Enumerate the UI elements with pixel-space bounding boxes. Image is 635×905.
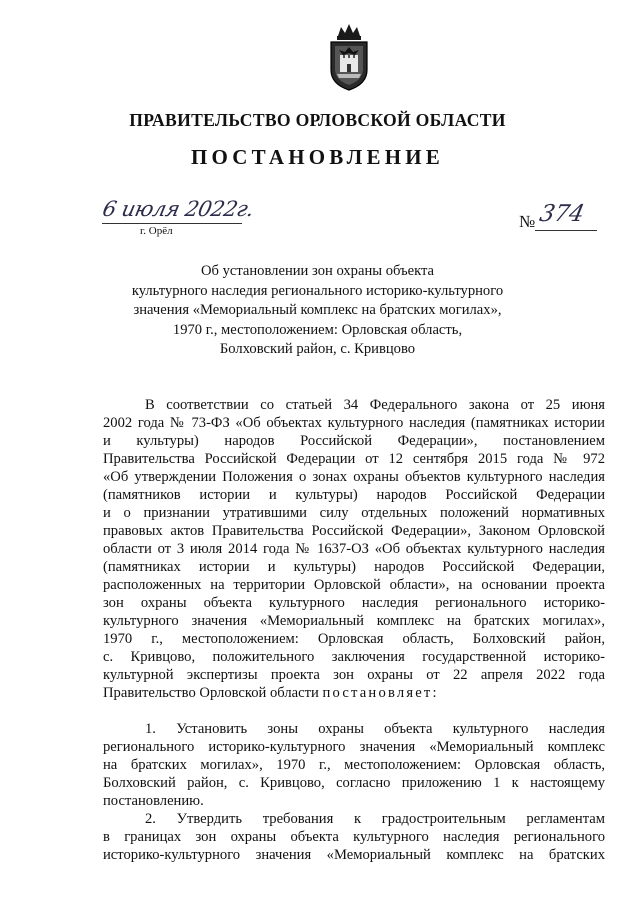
subject-line: Болховский район, с. Кривцово xyxy=(219,341,416,358)
handwritten-number: 374 xyxy=(537,201,587,227)
preamble-line: «Об утверждении Положения о зонах охраны объектов культурного наследия xyxy=(103,469,605,485)
subject-line: культурного наследия регионального историко-культурного xyxy=(131,282,504,299)
city-label: г. Орёл xyxy=(140,225,173,237)
preamble-line: и культуры) народов Российской Федерации», постановлением xyxy=(103,433,605,449)
preamble-line: с. Кривцово, положительного заключения государственной историко- xyxy=(103,649,605,665)
coat-of-arms-emblem xyxy=(326,22,372,92)
document-subject xyxy=(0,262,635,360)
preamble-final-line xyxy=(103,684,605,702)
subject-line: 1970 г., местоположением: Орловская область, xyxy=(172,321,463,338)
preamble-line: 2002 года № 73-ФЗ «Об объектах культурного наследия (памятниках истории xyxy=(103,415,605,431)
preamble-line: культурной экспертизы проекта зон охраны от 22 апреля 2022 года xyxy=(103,667,605,683)
subject-line: значения «Мемориальный комплекс на братских могилах», xyxy=(133,302,502,319)
preamble-line: 1970 г., местоположением: Орловская область, Болховский район, xyxy=(103,631,605,647)
item-2-line: в границах зон охраны объекта культурного наследия регионального xyxy=(103,829,605,845)
government-title: ПРАВИТЕЛЬСТВО ОРЛОВСКОЙ ОБЛАСТИ xyxy=(129,110,506,130)
preamble-line: правовых актов Правительства Российской Федерации», Законом Орловской xyxy=(103,523,605,539)
item-1-line: постановлению. xyxy=(103,793,204,809)
preamble-line: области от 3 июля 2014 года № 1637-ОЗ «Об объектах культурного наследия xyxy=(103,541,605,557)
handwritten-date: 6 июля 2022г. xyxy=(100,197,256,221)
subject-line: Об установлении зон охраны объекта xyxy=(200,263,435,279)
preamble-line: культурного значения «Мемориальный комплекс на братских могилах», xyxy=(103,613,605,629)
item-2-line: историко-культурного значения «Мемориальный комплекс на братских xyxy=(103,847,605,863)
preamble-line: (памятников истории и культуры) народов Российской Федерации xyxy=(103,487,605,503)
item-2-line: 2. Утвердить требования к градостроительным регламентам xyxy=(145,811,605,827)
preamble-line: Правительства Российской Федерации от 12 сентября 2015 года № 972 xyxy=(103,451,605,467)
preamble-line: расположенных на территории Орловской области», на основании проекта xyxy=(103,577,605,593)
item-1-line: на братских могилах», 1970 г., местоположением: Орловская область, xyxy=(103,757,605,773)
number-underline xyxy=(535,230,597,231)
preamble-last-text: Правительство Орловской области xyxy=(103,685,319,701)
preamble-line: В соответствии со статьей 34 Федерального закона от 25 июня xyxy=(145,397,605,413)
preamble-line: (памятниках истории и культуры) народов Российской Федерации, xyxy=(103,559,605,575)
item-1-line: 1. Установить зоны охраны объекта культурного наследия xyxy=(145,721,605,737)
preamble-line: и о признании утратившими силу отдельных положений нормативных xyxy=(103,505,605,521)
item-1-line: Болховский район, с. Кривцово, согласно приложению 1 к настоящему xyxy=(103,775,605,791)
decree-word: постановляет: xyxy=(322,685,439,701)
number-label: № xyxy=(519,212,536,231)
preamble-line: зон охраны объекта культурного наследия регионального историко- xyxy=(103,595,605,611)
item-1-line: регионального историко-культурного значения «Мемориальный комплекс xyxy=(103,739,605,755)
date-underline xyxy=(102,223,242,224)
document-type-title: ПОСТАНОВЛЕНИЕ xyxy=(190,145,445,169)
